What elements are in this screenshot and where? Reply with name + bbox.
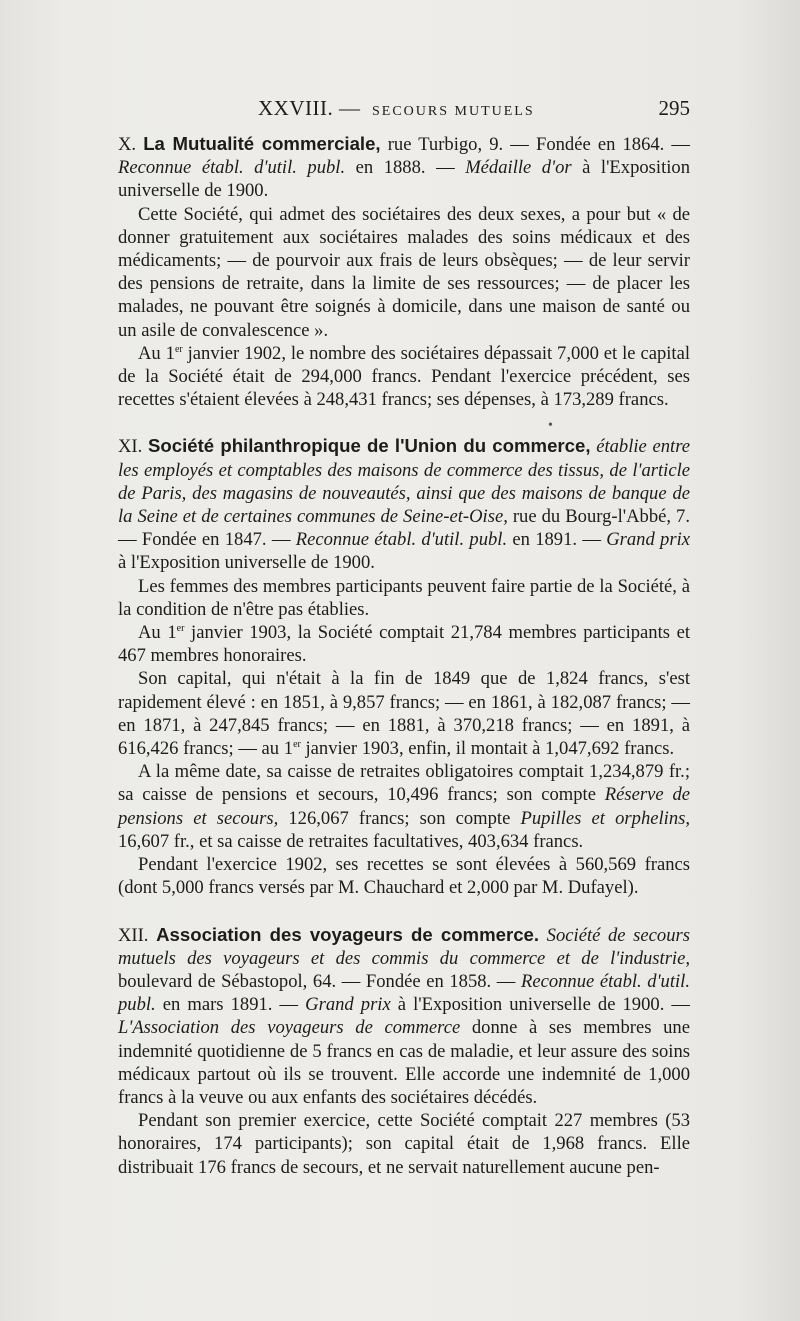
ink-speck-decoration: •: [548, 418, 553, 433]
section-x-title: La Mutualité commerciale,: [143, 133, 381, 154]
section-xi-caisse-paragraph: A la même date, sa caisse de retraites obligatoires comptait 1,234,879 fr.; sa caisse de pensions et secours, 10,496 francs; son compte Réserve de pensions et secours, 126,067 francs; son compte Pupilles et orphelins, 16,607 fr., et sa caisse de retraites facultatives, 403,634 francs.: [118, 761, 691, 852]
section-xi-paragraph: Les femmes des membres participants peuvent faire partie de la Société, à la condition de n'être pas établies.: [118, 575, 690, 620]
section-x-paragraph: Cette Société, qui admet des sociétaires des deux sexes, a pour but « de donner gratuitement aux sociétaires malades des soins médicaux et des médicaments; — de pourvoir aux frais de leurs obsèques; — de leur servir des pensions de retraite, dans la limite de ses ressources; — de placer les malades, ne pouvant être soignés à domicile, dans une maison de santé ou un asile de convalescence ».: [118, 203, 690, 341]
section-xii-title: Association des voyageurs de commerce.: [156, 923, 540, 945]
section-x-entry: X. La Mutualité commerciale, rue Turbigo, 9. — Fondée en 1864. — Reconnue établ. d'util. publ. en 1888. — Médaille d'or à l'Exposition universelle de 1900.: [118, 133, 691, 202]
section-xi-paragraph: Au 1er janvier 1903, la Société comptait 21,784 membres participants et 467 membres honoraires.: [118, 622, 691, 667]
section-x-paragraph: Au 1er janvier 1902, le nombre des sociétaires dépassait 7,000 et le capital de la Société était de 294,000 francs. Pendant l'exercice précédent, ses recettes s'étaient élevées à 248,431 francs; ses dépenses, à 173,289 francs.: [118, 342, 691, 411]
section-xii-entry: XII. Association des voyageurs de commerce. Société de secours mutuels des voyageurs et des commis du commerce et de l'industrie, boulevard de Sébastopol, 64. — Fondée en 1858. — Reconnue établ. d'util. publ. en mars 1891. — Grand prix à l'Exposition universelle de 1900. — L'Association des voyageurs de commerce donne à ses membres une indemnité quotidienne de 5 francs en cas de maladie, et leur assure des soins médicaux partout où ils se trouvent. Elle accorde une indemnité de 1,000 francs à la veuve ou aux enfants des sociétaires décédés.: [118, 923, 691, 1108]
section-xi-entry: XI. Société philanthropique de l'Union du commerce, établie entre les employés et comptables des maisons de commerce des tissus, de l'article de Paris, des magasins de nouveautés, ainsi que des maisons de banque de la Seine et de certaines communes de Seine-et-Oise, rue du Bourg-l'Abbé, 7. — Fondée en 1847. — Reconnue établ. d'util. publ. en 1891. — Grand prix à l'Exposition universelle de 1900.: [118, 435, 691, 574]
section-xi-paragraph: Son capital, qui n'était à la fin de 1849 que de 1,824 francs, s'est rapidement élevé : en 1851, à 9,857 francs; — en 1861, à 182,087 francs; — en 1871, à 247,845 francs; — en 1881, à 370,218 francs; — en 1891, à 616,426 francs; — au 1er janvier 1903, enfin, il montait à 1,047,692 francs.: [118, 668, 690, 760]
page-number: 295: [658, 96, 690, 120]
page-body: [118, 132, 690, 1179]
chapter-heading: XXVIII. — SECOURS MUTUELS: [258, 96, 535, 120]
section-xi-closing-paragraph: Pendant l'exercice 1902, ses recettes se sont élevées à 560,569 francs (dont 5,000 francs versés par M. Chauchard et 2,000 par M. Dufayel).: [118, 854, 690, 899]
section-xi-title: Société philanthropique de l'Union du commerce,: [147, 435, 591, 457]
running-header: [118, 96, 690, 126]
section-xii-paragraph: Pendant son premier exercice, cette Société comptait 227 membres (53 honoraires, 174 participants); son capital était de 1,968 francs. Elle distribuait 176 francs de secours, et ne servait naturellement aucune pen-: [118, 1110, 690, 1178]
